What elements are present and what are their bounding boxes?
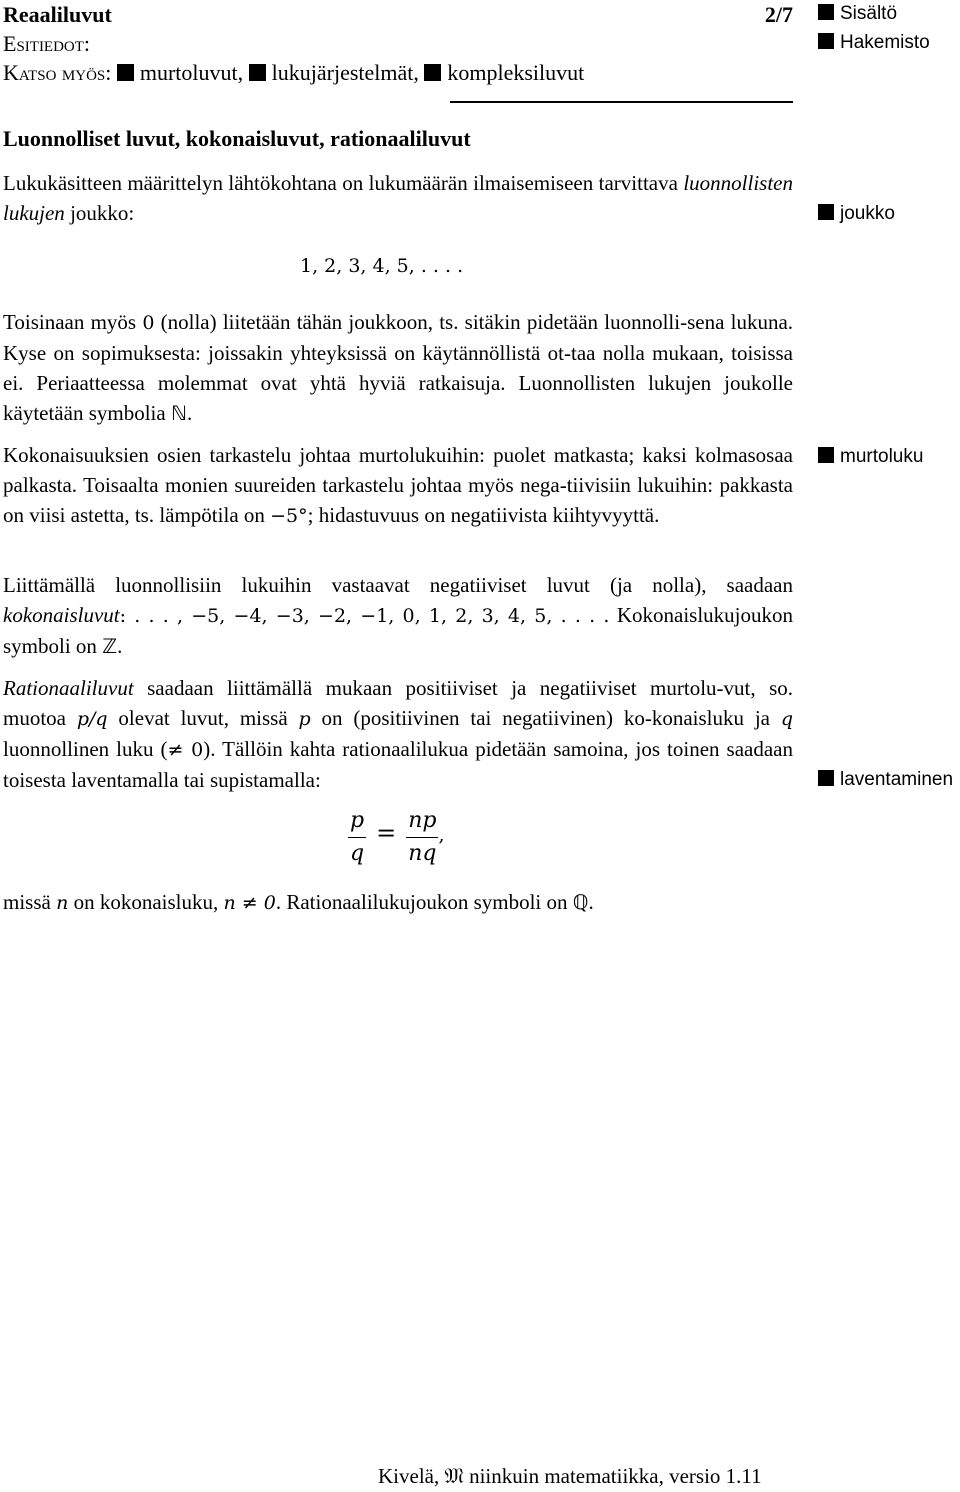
square-bullet-icon — [249, 64, 266, 81]
page-number: 2/7 — [764, 2, 793, 27]
square-bullet-icon — [818, 770, 834, 786]
footer: Kivelä, 𝔐 niinkuin matematiikka, versio 1.11 — [378, 1464, 762, 1488]
square-bullet-icon — [117, 64, 134, 81]
equation-reduce: $\frac{p}{q}$ = $\frac{np}{nq}$ , — [348, 805, 548, 870]
see-also — [3, 58, 793, 87]
square-bullet-icon — [818, 33, 834, 49]
margin-term-laventaminen[interactable]: laventaminen — [818, 769, 953, 791]
paragraph-fractions: Kokonaisuuksien osien tarkastelu johtaa murtolukuihin: puolet matkasta; kaksi kolmasosaa palkasta. Toisaalta monien suureiden tarkastelu johtaa myös nega-tiivisiin lukuihin: pakkasta on viisi astetta, ts. lämpötila on −5°; hidastuvuus on negatiivista kiihtyvyyttä. — [3, 443, 793, 527]
link-lukujarjestelmat[interactable]: lukujärjestelmät, — [249, 60, 419, 85]
margin-term-murtoluku[interactable]: murtoluku — [818, 446, 923, 468]
paragraph-zero: Toisinaan myös 0 (nolla) liitetään tähän joukkoon, ts. sitäkin pidetään luonnolli-sena lukuna. Kyse on sopimuksesta: joissakin yhteyksissä on käytännöllistä ot-taa nolla mukaan, toisissa ei. Periaatteessa molemmat ovat yhtä hyviä ratkaisuja. Luonnollisten lukujen joukolle käytetään symbolia ℕ. — [3, 310, 794, 425]
book-logo: 𝔐 — [444, 1464, 464, 1488]
nav-index[interactable]: Hakemisto — [818, 32, 930, 54]
fraction-p-q: $\frac{p}{q}$ — [348, 805, 366, 870]
display-naturals: 1, 2, 3, 4, 5, . . . . — [300, 255, 464, 277]
paragraph-n-condition: missä n on kokonaisluku, n ≠ 0. Rationaalilukujoukon symboli on ℚ. — [3, 890, 594, 914]
prereq-label: Esitiedot: — [3, 31, 91, 56]
nav-contents[interactable]: Sisältö — [818, 3, 897, 25]
page-title: Reaaliluvut — [3, 2, 112, 27]
fraction-np-nq: $\frac{np}{nq}$ — [406, 805, 438, 870]
paragraph-rationals: Rationaaliluvut saadaan liittämällä mukaan positiiviset ja negatiiviset murtolu-vut, so. muotoa p/q olevat luvut, missä p on (positiivinen tai negatiivinen) ko-konaisluku ja q luonnollinen luku (≠ 0). Tällöin kahta rationaalilukua pidetään samoina, jos toinen saadaan toisesta laventamalla tai supistamalla: — [3, 676, 794, 792]
link-kompleksiluvut[interactable]: kompleksiluvut — [424, 60, 584, 85]
margin-term-joukko[interactable]: joukko — [818, 203, 895, 225]
square-bullet-icon — [818, 4, 834, 20]
paragraph-integers: Liittämällä luonnollisiin lukuihin vastaavat negatiiviset luvut (ja nolla), saadaan kokonaisluvut: . . . , −5, −4, −3, −2, −1, 0, 1, 2, 3, 4, 5, . . . . Kokonaislukujoukon symboli on ℤ. — [3, 573, 794, 658]
square-bullet-icon — [818, 447, 834, 463]
link-murtoluvut[interactable]: murtoluvut, — [117, 60, 243, 85]
square-bullet-icon — [424, 64, 441, 81]
see-also-label: Katso myös: — [3, 60, 112, 85]
header — [3, 0, 793, 87]
square-bullet-icon — [818, 204, 834, 220]
paragraph-naturals-intro: Lukukäsitteen määrittelyn lähtökohtana on lukumäärän ilmaisemiseen tarvittava luonnollisten lukujen joukko: — [3, 171, 793, 225]
header-rule — [450, 101, 793, 103]
section-heading: Luonnolliset luvut, kokonaisluvut, rationaaliluvut — [3, 126, 471, 151]
